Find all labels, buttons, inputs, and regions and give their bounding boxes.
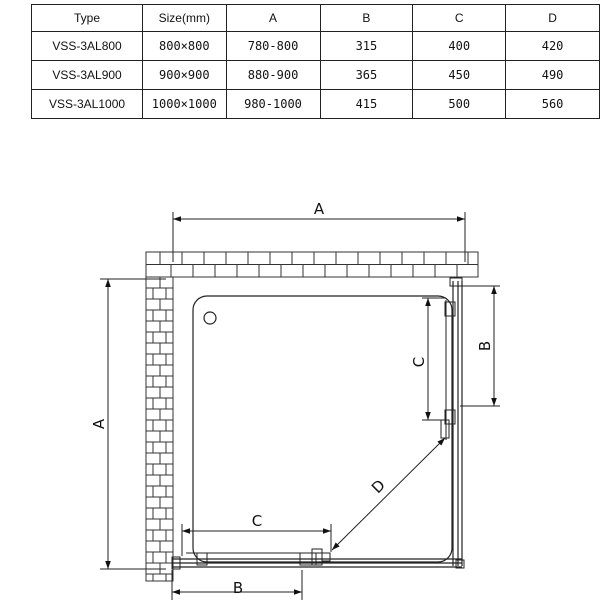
cell-d: 490 (506, 61, 600, 90)
cell-a: 880-900 (226, 61, 320, 90)
dimension-a-left-label: A (90, 418, 108, 430)
cell-a: 780-800 (226, 32, 320, 61)
dimension-c-bottom-label: C (251, 512, 263, 530)
dimension-a-top-label: A (313, 200, 325, 218)
cell-c: 400 (413, 32, 506, 61)
left-brick-wall (146, 277, 173, 581)
header-type: Type (32, 5, 143, 32)
cell-type: VSS-3AL900 (32, 61, 143, 90)
cell-size: 1000×1000 (143, 90, 226, 119)
header-size: Size(mm) (143, 5, 226, 32)
cell-size: 800×800 (143, 32, 226, 61)
dimension-b-right-label: B (476, 340, 494, 352)
top-brick-wall (146, 252, 478, 277)
cell-d: 420 (506, 32, 600, 61)
dimension-b-bottom-label: B (232, 579, 244, 597)
dimension-c-right-label: C (410, 356, 428, 368)
cell-type: VSS-3AL1000 (32, 90, 143, 119)
cell-b: 365 (320, 61, 413, 90)
drain-icon (204, 312, 216, 324)
cell-size: 900×900 (143, 61, 226, 90)
header-d: D (506, 5, 600, 32)
dimension-a-top (173, 212, 465, 262)
cell-b: 315 (320, 32, 413, 61)
header-b: B (320, 5, 413, 32)
right-side-glass-panel (441, 278, 464, 568)
header-c: C (413, 5, 506, 32)
front-glass-panel (172, 549, 462, 569)
cell-d: 560 (506, 90, 600, 119)
dimension-d-diagonal (332, 438, 445, 550)
cell-b: 415 (320, 90, 413, 119)
header-a: A (226, 5, 320, 32)
cell-c: 500 (413, 90, 506, 119)
shower-tray (193, 296, 452, 562)
dimension-a-left (100, 279, 166, 569)
cell-c: 450 (413, 61, 506, 90)
cell-a: 980-1000 (226, 90, 320, 119)
dimension-d-label: D (368, 476, 389, 497)
cell-type: VSS-3AL800 (32, 32, 143, 61)
